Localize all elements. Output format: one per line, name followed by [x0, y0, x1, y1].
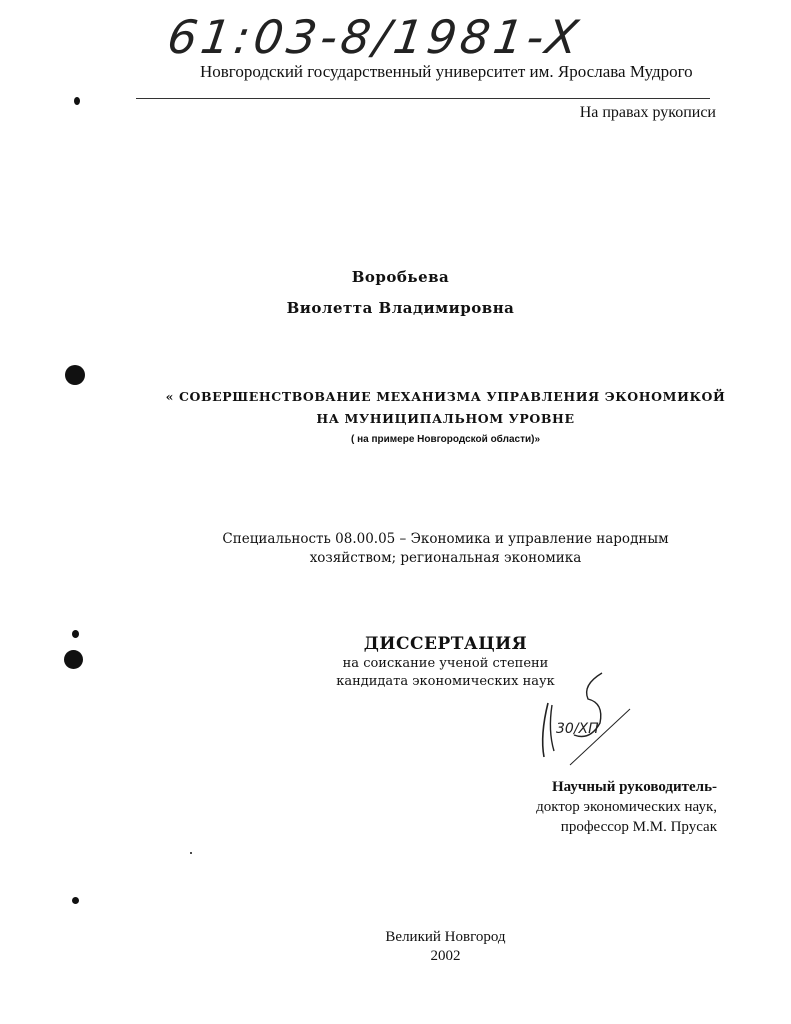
scan-mark — [74, 97, 80, 105]
university-name: Новгородский государственный университет им. Ярослава Мудрого — [200, 62, 693, 81]
document-type: ДИССЕРТАЦИЯ — [363, 634, 528, 654]
signature-stroke — [543, 703, 548, 757]
archive-number: 61:03-8/1981-X — [164, 10, 586, 64]
signature-mark — [530, 665, 640, 775]
supervisor-heading: Научный руководитель- — [552, 779, 717, 795]
signature-stroke — [550, 705, 554, 751]
year: 2002 — [430, 948, 461, 964]
header-divider — [136, 98, 710, 99]
author-surname: Воробьева — [351, 268, 450, 286]
specialty-line-1: Специальность 08.00.05 – Экономика и управление народным — [222, 531, 669, 547]
signature-date: 30/ХП — [556, 721, 599, 737]
dissertation-subtitle: ( на примере Новгородской области)» — [350, 434, 541, 445]
scan-mark — [72, 897, 79, 904]
supervisor-block — [536, 777, 717, 837]
city: Великий Новгород — [385, 929, 506, 945]
manuscript-note: На правах рукописи — [579, 104, 716, 121]
specialty-line-2: хозяйством; региональная экономика — [309, 550, 582, 566]
degree-line-1: на соискание ученой степени — [342, 656, 549, 671]
dissertation-title-line-1: « СОВЕРШЕНСТВОВАНИЕ МЕХАНИЗМА УПРАВЛЕНИЯ ЭКОНОМИКОЙ — [165, 389, 726, 404]
dissertation-title-line-2: НА МУНИЦИПАЛЬНОМ УРОВНЕ — [316, 411, 575, 426]
punch-hole — [65, 365, 85, 385]
supervisor-name: профессор М.М. Прусак — [560, 819, 717, 835]
degree-line-2: кандидата экономических наук — [336, 674, 555, 689]
scan-mark — [72, 630, 79, 638]
place-and-year — [0, 928, 791, 966]
author-given-names: Виолетта Владимировна — [286, 299, 515, 317]
punch-hole — [64, 650, 83, 669]
scan-speck — [190, 852, 192, 854]
supervisor-degree: доктор экономических наук, — [536, 799, 717, 815]
